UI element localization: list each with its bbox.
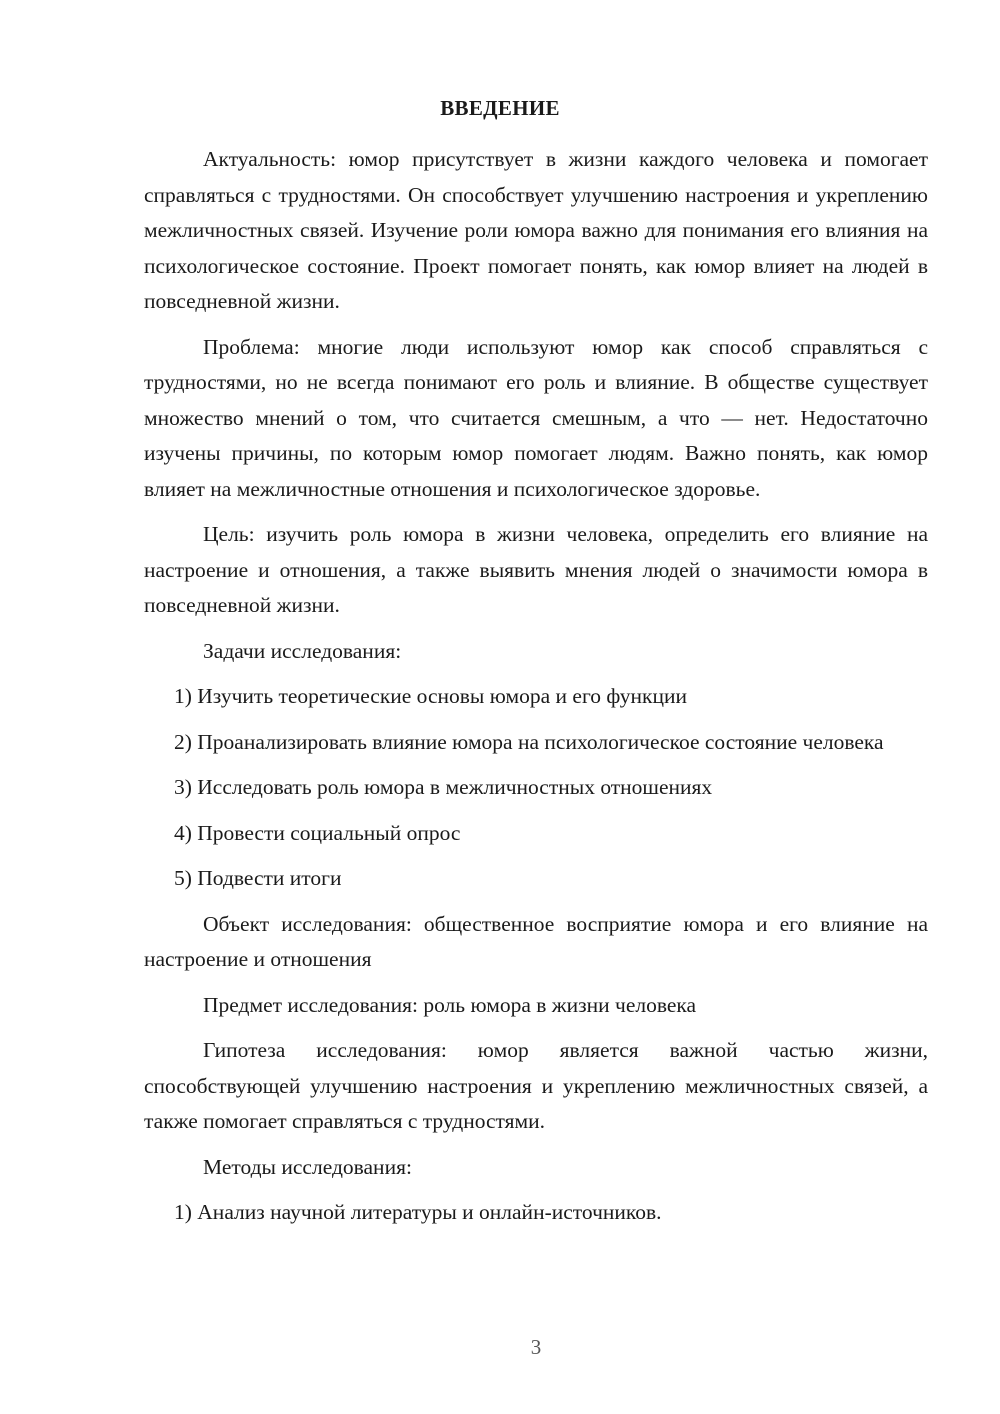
task-item-2: 2) Проанализировать влияние юмора на психологическое состояние человека	[174, 729, 884, 754]
task-item-1: 1) Изучить теоретические основы юмора и его функции	[174, 684, 687, 708]
task-item-5: 5) Подвести итоги	[174, 866, 342, 890]
relevance-paragraph: Актуальность: юмор присутствует в жизни каждого человека и помогает справляться с трудностями. Он способствует улучшению настроения и укреплению межличностных связей. Изучение роли юмора важно для понимания его влияния на психологическое состояние. Проект помогает понять, как юмор влияет на людей в повседневной жизни.	[144, 147, 928, 313]
problem-paragraph: Проблема: многие люди используют юмор как способ справляться с трудностями, но не всегда понимают его роль и влияние. В обществе существует множество мнений о том, что считается смешным, а что — нет. Недостаточно изучены причины, по которым юмор помогает людям. Важно понять, как юмор влияет на межличностные отношения и психологическое здоровье.	[144, 334, 928, 501]
subject-paragraph: Предмет исследования: роль юмора в жизни человека	[203, 992, 697, 1017]
task-item-3: 3) Исследовать роль юмора в межличностных отношениях	[174, 775, 713, 799]
task-item-4: 4) Провести социальный опрос	[174, 820, 461, 845]
hypothesis-paragraph: Гипотеза исследования: юмор является важной частью жизни, способствующей улучшению настроения и укреплению межличностных связей, а также помогает справляться с трудностями.	[144, 1038, 928, 1133]
object-paragraph: Объект исследования: общественное восприятие юмора и его влияние на настроение и отношения	[144, 911, 928, 971]
tasks-heading: Задачи исследования:	[203, 638, 402, 663]
section-heading: ВВЕДЕНИЕ	[440, 96, 560, 120]
method-item-1: 1) Анализ научной литературы и онлайн-источников.	[174, 1200, 662, 1224]
methods-heading: Методы исследования:	[203, 1154, 412, 1179]
goal-paragraph: Цель: изучить роль юмора в жизни человека, определить его влияние на настроение и отношения, а также выявить мнения людей о значимости юмора в повседневной жизни.	[144, 522, 928, 617]
page-number: 3	[530, 1335, 542, 1359]
document-body	[144, 142, 928, 1241]
